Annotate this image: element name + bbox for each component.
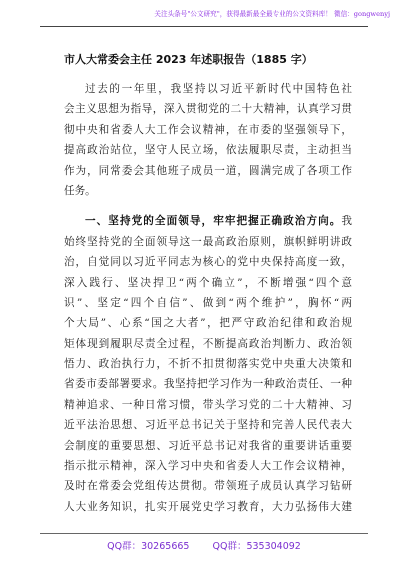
section-heading-line	[64, 211, 352, 231]
body-line: 彻中央和省委人大工作会议精神，在市委的坚强领导下，	[64, 123, 352, 136]
header-note: 关注头条号"公文研究"，获得最新最全最专业的公文资料库！ 微信：gongwenyj	[154, 10, 390, 18]
footer-qq-group-2: QQ群：535304092	[212, 541, 301, 552]
section-heading: 一、坚持党的全面领导，牢牢把握正确政治方向。	[85, 215, 342, 228]
footer-qq-group-1: QQ群：30265665	[107, 541, 190, 552]
header-rule	[40, 26, 368, 27]
section-heading-continuation: 我	[341, 215, 352, 228]
body-line: 悟力、政治执行力，不折不扣贯彻落实党中央重大决策和	[64, 358, 352, 371]
footer	[0, 538, 408, 552]
body-line: 矩体现到履职尽责全过程，不断提高政治判断力、政治领	[64, 337, 352, 350]
body-line: 及时在常委会党组传达贯彻。带领班子成员认真学习钻研	[64, 480, 352, 493]
body-line: 个大局”、心系“国之大者”，把严守政治纪律和政治规	[64, 317, 352, 330]
body-line: 任务。	[64, 184, 96, 197]
body-line: 识”、坚定“四个自信”、做到“两个维护”，胸怀“两	[64, 296, 352, 309]
body-line: 近平法治思想、习近平总书记关于坚持和完善人民代表大	[64, 419, 352, 432]
body-line: 始终坚持党的全面领导这一最高政治原则，旗帜鲜明讲政	[64, 235, 352, 248]
body-line: 会主义思想为指导，深入贯彻党的二十大精神，认真学习贯	[64, 103, 352, 116]
body-line: 过去的一年里，我坚持以习近平新时代中国特色社	[85, 83, 352, 95]
body-line: 提高政治站位，坚守人民立场，依法履职尽责，主动担当	[64, 144, 352, 157]
document-title: 市人大常委会主任 2023 年述职报告（1885 字）	[64, 53, 313, 66]
paragraph-gap	[64, 201, 352, 211]
body-line: 指示批示精神，深入学习中央和省委人大工作会议精神，	[64, 460, 352, 473]
footer-rule	[40, 533, 368, 534]
body-line: 会制度的重要思想、习近平总书记对我省的重要讲话重要	[64, 439, 352, 452]
body-line: 深入践行、坚决捍卫“两个确立”，不断增强“四个意	[64, 276, 352, 289]
body-line: 作为，同常委会其他班子成员一道，圆满完成了各项工作	[64, 164, 352, 177]
body-line: 省委市委部署要求。我坚持把学习作为一种政治责任、一种	[64, 378, 352, 391]
document-body	[64, 79, 352, 517]
body-line: 治，自觉同以习近平同志为核心的党中央保持高度一致，	[64, 256, 352, 269]
body-line: 精神追求、一种日常习惯，带头学习党的二十大精神、习	[64, 398, 352, 411]
body-line: 人大业务知识，扎实开展党史学习教育，大力弘扬伟大建	[64, 500, 352, 513]
